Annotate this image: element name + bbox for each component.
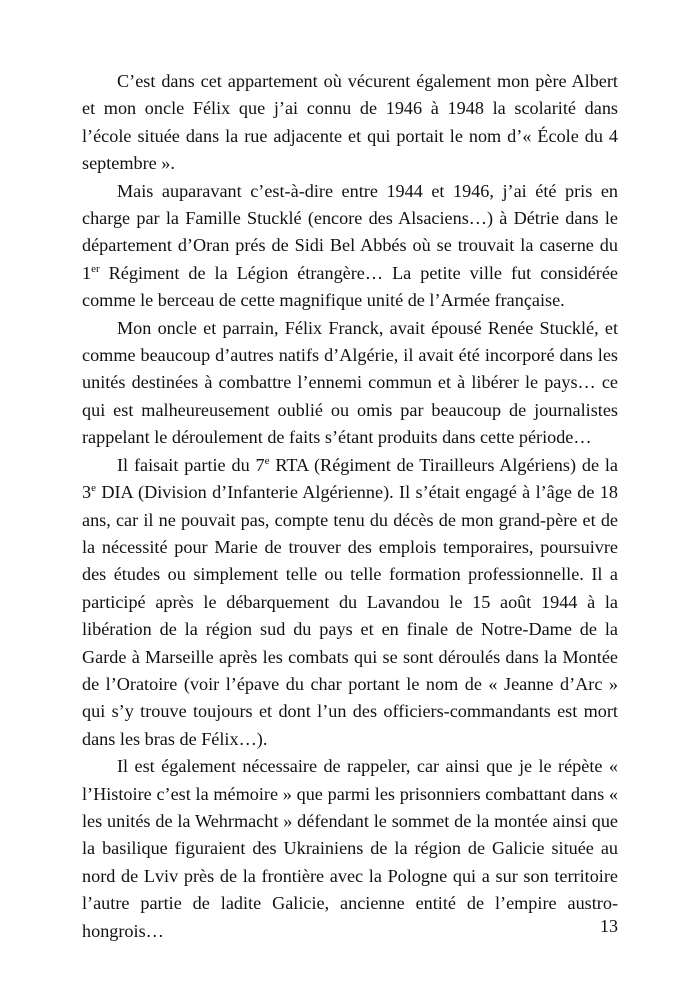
paragraph-1: C’est dans cet appartement où vécurent également mon père Albert et mon oncle Félix que j’ai connu de 1946 à 1948 la scolarité dans l’école située dans la rue adjacente et qui portait le nom d’« École du 4 septembre ». <box>82 71 618 174</box>
paragraph-2-part-b: Régiment de la Légion étrangère… La petite ville fut considérée comme le berceau de cette magnifique unité de l’Armée française. <box>82 262 618 311</box>
ordinal-superscript: e <box>91 482 96 495</box>
paragraph-4-part-a: Il faisait partie du 7 <box>117 454 265 475</box>
ordinal-superscript: er <box>91 262 100 275</box>
paragraph-2 <box>82 178 618 315</box>
paragraph-4-part-c: DIA (Division d’Infanterie Algérienne). Il s’était engagé à l’âge de 18 ans, car il ne pouvait pas, compte tenu du décès de mon grand-père et de la nécessité pour Marie de trouver des emplois temporaires, poursuivre des études ou simplement telle ou telle formation professionnelle. Il a participé après le débarquement du Lavandou le 15 août 1944 à la libération de la région sud du pays et en finale de Notre-Dame de la Garde à Marseille après les combats qui se sont déroulés dans la Montée de l’Oratoire (voir l’épave du char portant le nom de « Jeanne d’Arc » qui s’y trouve toujours et dont l’un des officiers-commandants est mort dans les bras de Félix…). <box>82 482 618 749</box>
paragraph-3: Mon oncle et parrain, Félix Franck, avait épousé Renée Stucklé, et comme beaucoup d’autres natifs d’Algérie, il avait été incorporé dans les unités destinées à combattre l’ennemi commun et à libérer le pays… ce qui est malheureusement oublié ou omis par beaucoup de journalistes rappelant le déroulement de faits s’étant produits dans cette période… <box>82 317 618 448</box>
page-body <box>82 68 618 945</box>
page-number: 13 <box>600 916 618 936</box>
paragraph-5: Il est également nécessaire de rappeler, car ainsi que je le répète « l’Histoire c’est la mémoire » que parmi les prisonniers combattant dans « les unités de la Wehrmacht » défendant le sommet de la montée ainsi que la basilique figuraient des Ukrainiens de la région de Galicie située au nord de Lviv près de la frontière avec la Pologne qui a sur son territoire l’autre partie de ladite Galicie, ancienne entité de l’empire austro-hongrois… <box>82 756 618 941</box>
ordinal-superscript: e <box>264 454 270 467</box>
paragraph-4-part-b: RTA (Régiment de Tirailleurs Algériens) de la 3 <box>82 454 618 503</box>
paragraph-4 <box>82 452 618 753</box>
paragraph-2-part-a: Mais auparavant c’est-à-dire entre 1944 et 1946, j’ai été pris en charge par la Famille Stucklé (encore des Alsaciens…) à Détrie dans le département d’Oran prés de Sidi Bel Abbés où se trouvait la caserne du 1 <box>82 180 618 283</box>
